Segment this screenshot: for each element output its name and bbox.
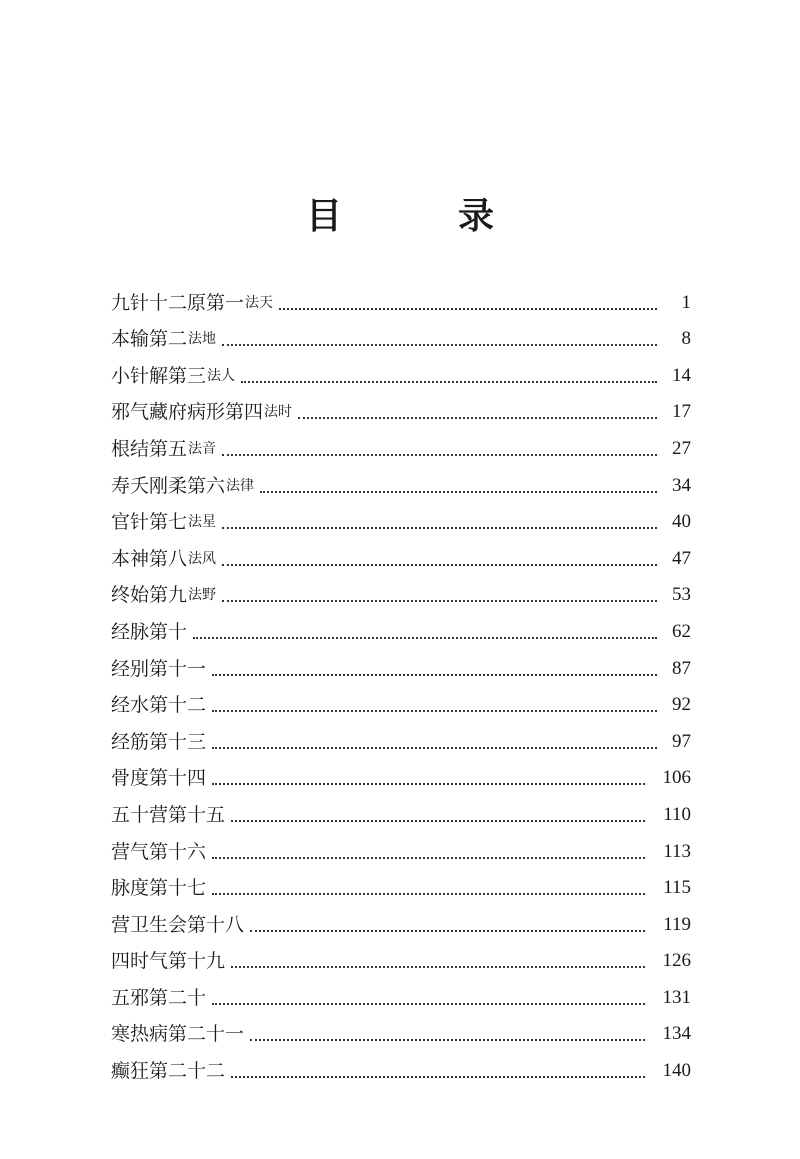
- toc-entry[interactable]: [111, 683, 691, 720]
- dot-leader: [222, 527, 657, 529]
- toc-entry[interactable]: [111, 975, 691, 1012]
- dot-leader: [212, 710, 657, 712]
- toc-entry[interactable]: [111, 866, 691, 903]
- toc-page-number: 97: [672, 730, 691, 752]
- dot-leader: [212, 857, 645, 859]
- dot-leader: [212, 783, 645, 785]
- toc-entry-title: 根结第五: [111, 437, 188, 460]
- dot-leader: [298, 417, 657, 419]
- toc-entry[interactable]: [111, 1012, 691, 1049]
- dot-leader: [212, 747, 657, 749]
- toc-entry-title: 四时气第十九: [111, 950, 226, 973]
- toc-page-number: 110: [663, 803, 691, 825]
- toc-page-number: 126: [662, 950, 691, 972]
- dot-leader: [231, 1076, 645, 1078]
- toc-entry[interactable]: [111, 500, 691, 537]
- toc-page-number: 53: [672, 584, 691, 606]
- toc-entry[interactable]: [111, 939, 691, 976]
- toc-entry-title: 经水第十二: [111, 694, 207, 717]
- toc-entry-subtitle: 法地: [188, 331, 217, 348]
- toc-entry-title: 营气第十六: [111, 840, 207, 863]
- dot-leader: [222, 454, 657, 456]
- toc-entry-title: 官针第七: [111, 511, 188, 534]
- toc-entry-subtitle: 法人: [207, 367, 236, 384]
- table-of-contents: [111, 280, 691, 1085]
- toc-page-number: 113: [663, 840, 691, 862]
- toc-entry-subtitle: 法星: [188, 514, 217, 531]
- dot-leader: [241, 381, 657, 383]
- toc-entry[interactable]: [111, 536, 691, 573]
- toc-page-number: 119: [663, 913, 691, 935]
- dot-leader: [279, 308, 657, 310]
- dot-leader: [260, 491, 657, 493]
- toc-entry-subtitle: 法时: [264, 404, 293, 421]
- toc-page-number: 134: [662, 1023, 691, 1045]
- toc-entry-title: 邪气藏府病形第四: [111, 401, 264, 424]
- dot-leader: [212, 1003, 645, 1005]
- toc-page-number: 131: [662, 986, 691, 1008]
- toc-entry-subtitle: 法风: [188, 550, 217, 567]
- toc-entry[interactable]: [111, 463, 691, 500]
- toc-entry-title: 寒热病第二十一: [111, 1023, 245, 1046]
- toc-page-number: 92: [672, 694, 691, 716]
- toc-entry-title: 本神第八: [111, 547, 188, 570]
- toc-entry[interactable]: [111, 353, 691, 390]
- toc-entry-title: 营卫生会第十八: [111, 913, 245, 936]
- toc-entry[interactable]: [111, 792, 691, 829]
- toc-entry[interactable]: [111, 1048, 691, 1085]
- toc-page-number: 8: [681, 328, 691, 350]
- toc-page-number: 87: [672, 657, 691, 679]
- toc-entry[interactable]: [111, 609, 691, 646]
- toc-page-number: 47: [672, 547, 691, 569]
- toc-entry-title: 小针解第三: [111, 364, 207, 387]
- dot-leader: [212, 674, 657, 676]
- toc-entry-title: 五十营第十五: [111, 803, 226, 826]
- toc-entry[interactable]: [111, 756, 691, 793]
- toc-entry[interactable]: [111, 317, 691, 354]
- dot-leader: [231, 820, 645, 822]
- toc-entry-title: 骨度第十四: [111, 767, 207, 790]
- toc-entry-title: 经别第十一: [111, 657, 207, 680]
- toc-page-number: 115: [663, 877, 691, 899]
- toc-entry-subtitle: 法天: [245, 294, 274, 311]
- toc-entry[interactable]: [111, 390, 691, 427]
- toc-entry-subtitle: 法音: [188, 440, 217, 457]
- toc-entry-title: 本输第二: [111, 328, 188, 351]
- toc-page-number: 1: [681, 291, 691, 313]
- toc-entry-title: 九针十二原第一: [111, 291, 245, 314]
- toc-entry-subtitle: 法律: [226, 477, 255, 494]
- toc-page-number: 27: [672, 437, 691, 459]
- toc-page-number: 140: [662, 1060, 691, 1082]
- toc-entry-subtitle: 法野: [188, 587, 217, 604]
- toc-entry-title: 经脉第十: [111, 620, 188, 643]
- toc-page-number: 62: [672, 620, 691, 642]
- toc-entry-title: 脉度第十七: [111, 877, 207, 900]
- dot-leader: [193, 637, 657, 639]
- dot-leader: [222, 600, 657, 602]
- toc-entry[interactable]: [111, 426, 691, 463]
- toc-entry[interactable]: [111, 646, 691, 683]
- toc-entry[interactable]: [111, 902, 691, 939]
- dot-leader: [212, 893, 645, 895]
- dot-leader: [231, 966, 645, 968]
- toc-entry-title: 寿夭刚柔第六: [111, 474, 226, 497]
- toc-page-number: 40: [672, 511, 691, 533]
- toc-page-number: 34: [672, 474, 691, 496]
- toc-page-number: 17: [672, 401, 691, 423]
- toc-entry[interactable]: [111, 829, 691, 866]
- toc-entry-title: 终始第九: [111, 584, 188, 607]
- toc-entry[interactable]: [111, 280, 691, 317]
- dot-leader: [250, 930, 645, 932]
- dot-leader: [250, 1039, 645, 1041]
- toc-entry-title: 经筋第十三: [111, 730, 207, 753]
- toc-page-number: 106: [662, 767, 691, 789]
- toc-entry[interactable]: [111, 719, 691, 756]
- toc-page-number: 14: [672, 364, 691, 386]
- dot-leader: [222, 564, 657, 566]
- page-title: 目 录: [305, 195, 534, 238]
- dot-leader: [222, 344, 657, 346]
- toc-entry-title: 癫狂第二十二: [111, 1060, 226, 1083]
- toc-entry[interactable]: [111, 573, 691, 610]
- toc-entry-title: 五邪第二十: [111, 986, 207, 1009]
